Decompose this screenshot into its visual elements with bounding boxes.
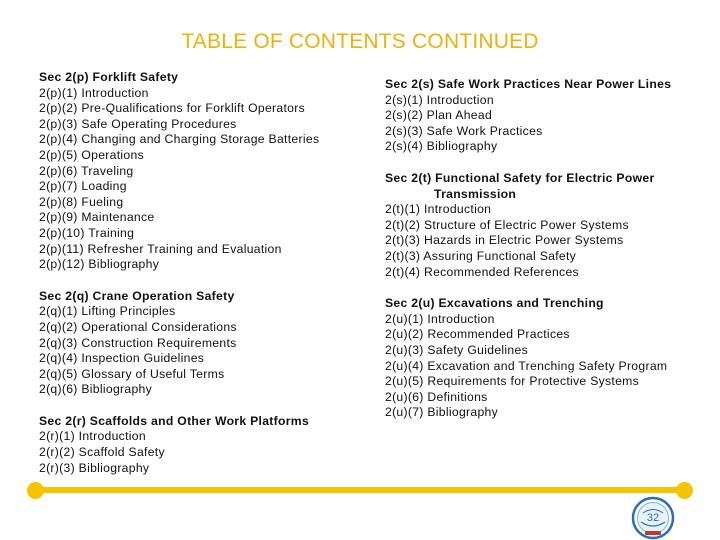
seal-logo-icon — [631, 496, 675, 540]
toc-section-2t — [385, 171, 705, 280]
toc-item[interactable]: 2(p)(1) Introduction — [39, 85, 149, 100]
toc-item[interactable]: 2(t)(3) Assuring Functional Safety — [385, 248, 577, 263]
toc-item[interactable]: 2(p)(7) Loading — [39, 179, 127, 194]
toc-item[interactable]: 2(p)(2) Pre-Qualifications for Forklift Operators — [39, 101, 305, 116]
toc-item[interactable]: 2(t)(3) Hazards in Electric Power Systems — [385, 233, 624, 248]
toc-left-column — [39, 70, 359, 492]
toc-item[interactable]: 2(u)(7) Bibliography — [385, 405, 499, 420]
toc-section-2p — [39, 70, 359, 273]
toc-item[interactable]: 2(t)(1) Introduction — [385, 202, 492, 217]
toc-item[interactable]: 2(u)(6) Definitions — [385, 389, 488, 404]
toc-right-column — [385, 77, 705, 437]
toc-item[interactable]: 2(r)(3) Bibliography — [39, 460, 150, 475]
toc-item[interactable]: 2(u)(1) Introduction — [385, 311, 495, 326]
toc-item[interactable]: 2(t)(2) Structure of Electric Power Systems — [385, 217, 629, 232]
toc-item[interactable]: 2(q)(1) Lifting Principles — [39, 304, 176, 319]
toc-item[interactable]: 2(q)(6) Bibliography — [39, 382, 153, 397]
toc-item[interactable]: 2(p)(8) Fueling — [39, 194, 124, 209]
toc-item[interactable]: 2(q)(2) Operational Considerations — [39, 319, 237, 334]
toc-item[interactable]: 2(u)(5) Requirements for Protective Systems — [385, 374, 640, 389]
section-heading-line2: Transmission — [434, 186, 517, 201]
section-heading[interactable] — [385, 171, 705, 202]
toc-item[interactable]: 2(p)(5) Operations — [39, 147, 144, 162]
toc-item[interactable]: 2(p)(12) Bibliography — [39, 257, 160, 272]
section-heading-line1: Sec 2(t) Functional Safety for Electric Power — [385, 170, 655, 185]
toc-section-2s — [385, 77, 705, 155]
section-heading[interactable]: Sec 2(q) Crane Operation Safety — [39, 288, 235, 303]
section-heading[interactable]: Sec 2(p) Forklift Safety — [39, 70, 179, 84]
toc-item[interactable]: 2(u)(4) Excavation and Trenching Safety Program — [385, 358, 668, 373]
toc-item[interactable]: 2(u)(2) Recommended Practices — [385, 327, 570, 342]
toc-item[interactable]: 2(q)(5) Glossary of Useful Terms — [39, 366, 225, 381]
toc-item[interactable]: 2(r)(1) Introduction — [39, 429, 146, 444]
footer-bar-left-dot — [27, 482, 44, 499]
toc-section-2r — [39, 414, 359, 476]
toc-item[interactable]: 2(u)(3) Safety Guidelines — [385, 342, 528, 357]
toc-item[interactable]: 2(s)(4) Bibliography — [385, 139, 498, 154]
footer-bar-right-dot — [676, 482, 693, 499]
toc-item[interactable]: 2(p)(6) Traveling — [39, 163, 134, 178]
toc-item[interactable]: 2(r)(2) Scaffold Safety — [39, 445, 165, 460]
toc-item[interactable]: 2(p)(3) Safe Operating Procedures — [39, 116, 237, 131]
toc-item[interactable]: 2(p)(10) Training — [39, 225, 135, 240]
toc-item[interactable]: 2(s)(2) Plan Ahead — [385, 108, 493, 123]
page-number: 32 — [646, 512, 660, 524]
toc-item[interactable]: 2(p)(11) Refresher Training and Evaluation — [39, 241, 282, 256]
toc-item[interactable]: 2(p)(4) Changing and Charging Storage Batteries — [39, 132, 320, 147]
section-heading[interactable]: Sec 2(s) Safe Work Practices Near Power Lines — [385, 77, 672, 91]
footer-bar — [36, 487, 684, 493]
section-heading[interactable]: Sec 2(u) Excavations and Trenching — [385, 296, 604, 311]
toc-item[interactable]: 2(t)(4) Recommended References — [385, 264, 579, 279]
section-heading[interactable]: Sec 2(r) Scaffolds and Other Work Platforms — [39, 413, 310, 428]
toc-section-2q — [39, 289, 359, 398]
toc-item[interactable]: 2(q)(3) Construction Requirements — [39, 335, 237, 350]
toc-item[interactable]: 2(q)(4) Inspection Guidelines — [39, 351, 205, 366]
toc-item[interactable]: 2(p)(9) Maintenance — [39, 210, 155, 225]
toc-item[interactable]: 2(s)(3) Safe Work Practices — [385, 123, 543, 138]
toc-section-2u — [385, 296, 705, 421]
toc-item[interactable]: 2(s)(1) Introduction — [385, 92, 494, 107]
page-title: TABLE OF CONTENTS CONTINUED — [181, 30, 539, 53]
